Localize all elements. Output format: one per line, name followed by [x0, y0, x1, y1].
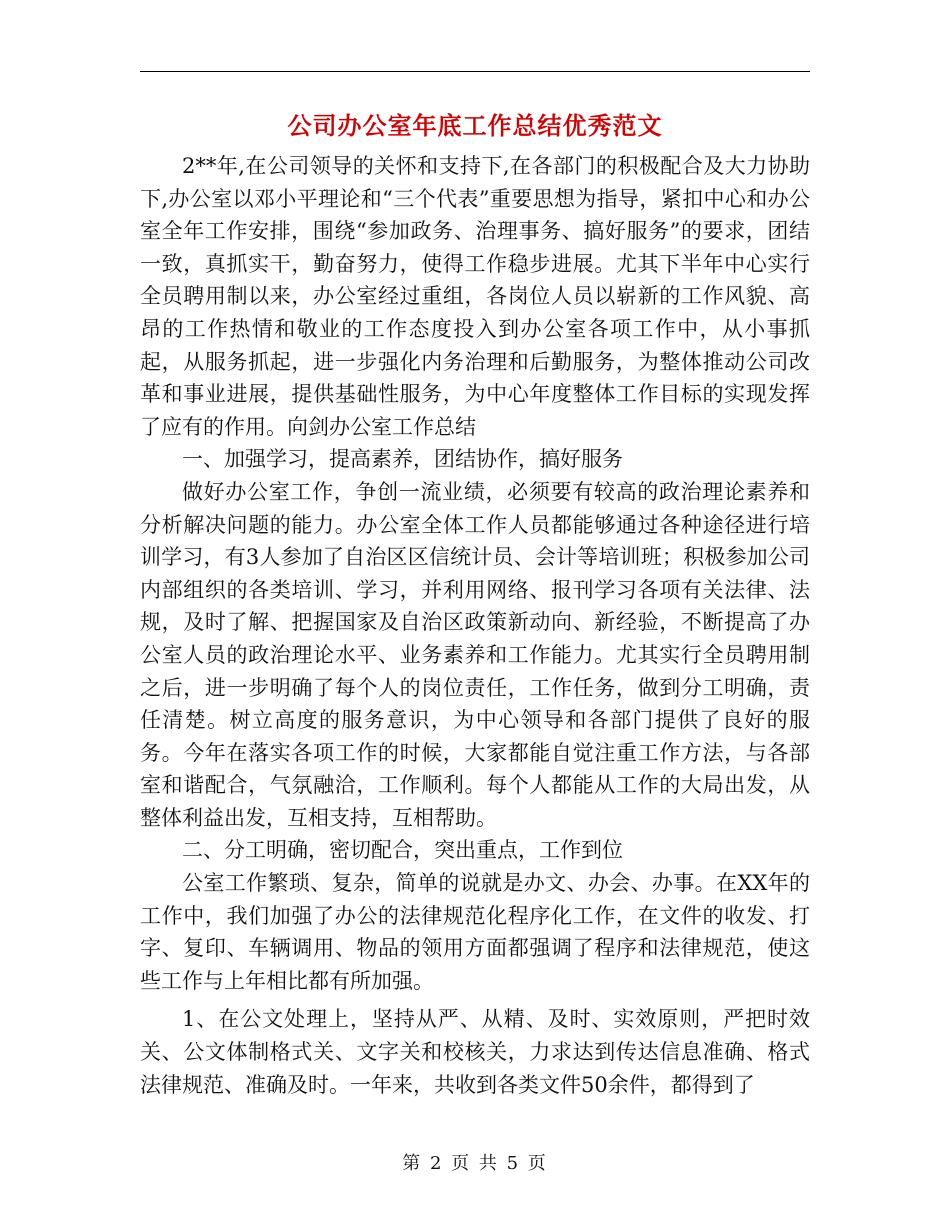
section-heading-2: 二、分工明确，密切配合，突出重点，工作到位 — [182, 838, 623, 863]
document-title: 公司办公室年底工作总结优秀范文 — [287, 111, 663, 140]
paragraph-section-1: 做好办公室工作，争创一流业绩，必须要有较高的政治理论素养和分析解决问题的能力。办公室全体工作人员都能够通过各种途径进行培训学习，有3人参加了自治区区信统计员、会计等培训班；积极参加公司内部组织的各类培训、学习，并利用网络、报刊学习各项有关法律、法规，及时了解、把握国家及自治区政策新动向、新经验，不断提高了办公室人员的政治理论水平、业务素养和工作能力。尤其实行全员聘用制之后，进一步明确了每个人的岗位责任，工作任务，做到分工明确，责任清楚。树立高度的服务意识，为中心领导和各部门提供了良好的服务。今年在落实各项工作的时候，大家都能自觉注重工作方法，与各部室和谐配合，气氛融洽，工作顺利。每个人都能从工作的大局出发，从整体利益出发，互相支持，互相帮助。 — [140, 479, 810, 830]
paragraph-intro: 2**年,在公司领导的关怀和支持下,在各部门的积极配合及大力协助下,办公室以邓小平理论和“三个代表”重要思想为指导，紧扣中心和办公室全年工作安排，围绕“参加政务、治理事务、搞好服务”的要求，团结一致，真抓实干，勤奋努力，使得工作稳步进展。尤其下半年中心实行全员聘用制以来，办公室经过重组，各岗位人员以崭新的工作风貌、高昂的工作热情和敬业的工作态度投入到办公室各项工作中，从小事抓起，从服务抓起，进一步强化内务治理和后勤服务，为整体推动公司改革和事业进展，提供基础性服务，为中心年度整体工作目标的实现发挥了应有的作用。向剑办公室工作总结 — [140, 154, 810, 439]
header-rule — [140, 71, 810, 72]
paragraph-item-1: 1、在公文处理上，坚持从严、从精、及时、实效原则，严把时效关、公文体制格式关、文字关和校核关，力求达到传达信息准确、格式法律规范、准确及时。一年来，共收到各类文件50余件，都得到了 — [140, 1007, 810, 1097]
paragraph-section-2: 公室工作繁琐、复杂，简单的说就是办文、办会、办事。在XX年的工作中，我们加强了办公的法律规范化程序化工作，在文件的收发、打字、复印、车辆调用、物品的领用方面都强调了程序和法律规范，使这些工作与上年相比都有所加强。 — [140, 871, 810, 993]
section-heading-1: 一、加强学习，提高素养，团结协作，搞好服务 — [182, 447, 623, 472]
document-body — [140, 150, 810, 1101]
page-number: 第 2 页 共 5 页 — [402, 1153, 548, 1174]
